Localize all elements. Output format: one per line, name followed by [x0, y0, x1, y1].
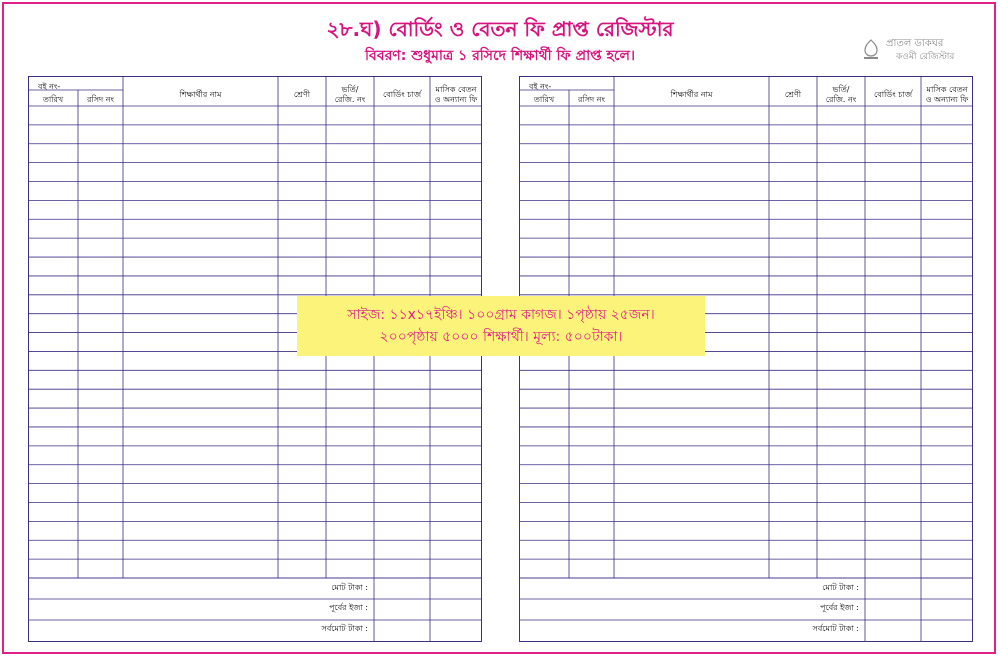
student-name-label: শিক্ষার্থীর নাম	[179, 90, 222, 99]
monthly-fee-label-2: ও অন্যান্য ফি	[434, 95, 478, 104]
boarding-charge-label: বোর্ডিং চার্জ	[874, 90, 912, 99]
grid-outline	[520, 77, 973, 642]
total-label: মোট টাকা :	[822, 583, 859, 592]
previous-balance-label: পূর্বের ইজা :	[820, 603, 859, 612]
boarding-charge-label: বোর্ডিং চার্জ	[383, 90, 421, 99]
brand-logo	[862, 35, 992, 69]
class-label: শ্রেণী	[293, 90, 311, 99]
monthly-fee-label-1: মাসিক বেতন	[926, 85, 968, 94]
ledger-grid	[28, 76, 482, 642]
total-label: মোট টাকা :	[331, 583, 368, 592]
class-label: শ্রেণী	[784, 90, 802, 99]
grand-total-label: সর্বমোট টাকা :	[812, 624, 859, 633]
receipt-no-label: রসিদ নং	[578, 95, 605, 104]
date-label: তারিখ	[42, 95, 64, 104]
ledger-left	[28, 76, 482, 642]
previous-balance-label: পূর্বের ইজা :	[329, 603, 368, 612]
specification-notice	[297, 296, 705, 356]
admission-label-1: ভর্তি/	[341, 85, 359, 94]
register-subtitle: বিবরণ: শুধুমাত্র ১ রসিদে শিক্ষার্থী ফি প্রাপ্ত হলে।	[365, 48, 635, 64]
monthly-fee-label-1: মাসিক বেতন	[435, 85, 477, 94]
ledger-right	[519, 76, 973, 642]
mosque-icon	[862, 39, 880, 61]
monthly-fee-label-2: ও অন্যান্য ফি	[925, 95, 969, 104]
admission-label-2: রেজি. নং	[825, 95, 857, 104]
grand-total-label: সর্বমোট টাকা :	[321, 624, 368, 633]
admission-label-2: রেজি. নং	[334, 95, 366, 104]
book-no-label: বই নং-	[529, 82, 552, 91]
receipt-no-label: রসিদ নং	[87, 95, 114, 104]
brand-line-2: কওমী রেজিস্টার	[896, 52, 955, 62]
student-name-label: শিক্ষার্থীর নাম	[670, 90, 713, 99]
ledger-grid	[519, 76, 973, 642]
admission-label-1: ভর্তি/	[832, 85, 850, 94]
book-no-label: বই নং-	[38, 82, 61, 91]
notice-line-2: ২০০পৃষ্ঠায় ৫০০০ শিক্ষার্থী। মূল্য: ৫০০টাকা।	[379, 329, 623, 345]
date-label: তারিখ	[533, 95, 555, 104]
grid-outline	[29, 77, 482, 642]
register-title: ২৮.ঘ) বোর্ডিং ও বেতন ফি প্রাপ্ত রেজিস্টার	[326, 17, 674, 41]
brand-line-1: প্রাতল ডাকঘর	[886, 38, 944, 49]
notice-line-1: সাইজ: ১১x১৭ইঞ্চি। ১০০গ্রাম কাগজ। ১পৃষ্ঠায় ২৫জন।	[347, 307, 655, 323]
